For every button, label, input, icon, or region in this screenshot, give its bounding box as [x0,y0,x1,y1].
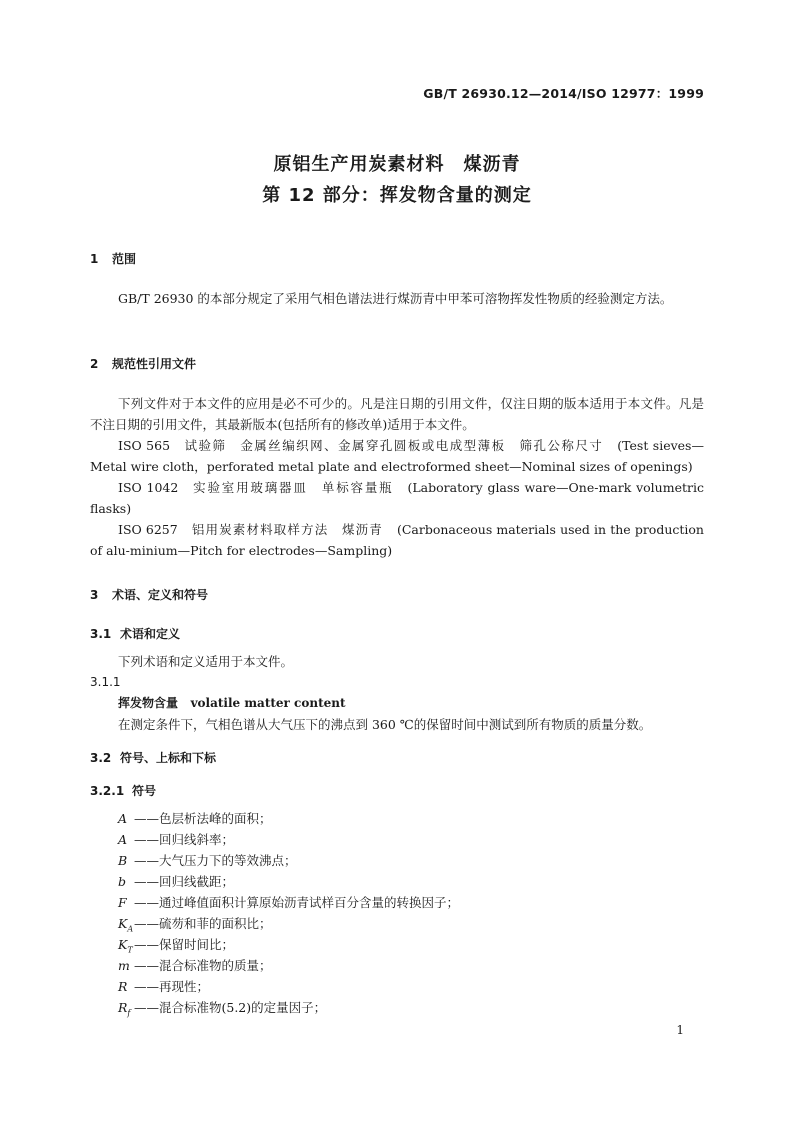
symbol-row [118,829,234,850]
section-number: 3 [90,588,99,602]
symbol [118,997,134,1024]
page-number: 1 [676,1023,684,1037]
section-1-body: GB/T 26930 的本部分规定了采用气相色谱法进行煤沥青中甲苯可溶物挥发性物质的经验测定方法。 [118,291,673,306]
reference-title-en: (Test sieves—Metal wire cloth，perforated metal plate and electroformed sheet—Nominal sizes of openings) [90,438,704,474]
symbol: F [118,895,127,910]
symbol-description: ——回归线斜率； [134,832,235,847]
section-2-heading [90,355,196,372]
reference-item [90,435,704,477]
section-number: 2 [90,357,99,371]
symbol-row [118,955,272,976]
section-title: 范围 [112,252,137,266]
section-2-intro: 下列文件对于本文件的应用是必不可少的。凡是注日期的引用文件，仅注日期的版本适用于本文件。凡是不注日期的引用文件，其最新版本(包括所有的修改单)适用于本文件。 [90,396,704,432]
section-1-heading [90,250,136,267]
reference-code: ISO 6257 [118,522,178,537]
symbol-description: ——再现性； [134,979,210,994]
symbol-row [118,808,272,829]
reference-code: ISO 1042 [118,480,179,495]
symbol-row [118,871,234,892]
clause-number: 3.2.1 [90,784,125,798]
symbol: m [118,958,130,973]
symbol-row [118,934,234,955]
symbol: A [118,832,128,847]
subsection-number: 3.1 [90,627,112,641]
reference-item [90,519,704,561]
reference-item [90,477,704,519]
clause-3-1-1-number: 3.1.1 [90,675,121,689]
symbol-description: ——混合标准物(5.2)的定量因子； [134,1000,327,1015]
subsection-number: 3.2 [90,751,112,765]
term-en: volatile matter content [190,696,346,710]
section-3-heading [90,586,208,603]
symbol-subscript: f [127,1008,131,1018]
symbol-description: ——硫芴和菲的面积比； [134,916,272,931]
document-title-line1: 原铝生产用炭素材料 煤沥青 [273,154,521,175]
subsection-3-2-heading [90,749,216,766]
symbol-letter: K [118,916,128,931]
symbol-row [118,892,459,913]
reference-title-cn: 试验筛 金属丝编织网、金属穿孔圆板或电成型薄板 筛孔公称尺寸 [184,438,604,453]
document-title-line2: 第 12 部分：挥发物含量的测定 [262,185,532,206]
subsection-3-1-heading [90,625,180,642]
section-title: 术语、定义和符号 [112,588,209,602]
subsection-3-1-body: 下列术语和定义适用于本文件。 [118,654,294,669]
symbol-row [118,997,326,1018]
symbol: A [118,811,128,826]
standard-number: GB/T 26930.12—2014/ISO 12977：1999 [423,86,704,101]
symbol-description: ——保留时间比； [134,937,235,952]
clause-3-2-1-heading [90,782,156,799]
symbol-row [118,850,297,871]
section-number: 1 [90,252,99,266]
symbol-row [118,913,272,934]
term-cn: 挥发物含量 [118,696,179,710]
symbol-row [118,976,209,997]
symbol: b [118,874,127,889]
symbol-description: ——大气压力下的等效沸点； [134,853,297,868]
subsection-title: 符号、上标和下标 [120,751,217,765]
reference-title-en: (Laboratory glass ware—One-mark volumetric flasks) [90,480,704,516]
symbol: B [118,853,128,868]
reference-code: ISO 565 [118,438,171,453]
symbol: R [118,979,128,994]
subsection-title: 术语和定义 [120,627,181,641]
symbol-description: ——色层析法峰的面积； [134,811,272,826]
symbol-description: ——通过峰值面积计算原始沥青试样百分含量的转换因子； [134,895,460,910]
term-entry [118,693,346,714]
section-title: 规范性引用文件 [112,357,197,371]
symbol-description: ——混合标准物的质量； [134,958,272,973]
reference-title-cn: 实验室用玻璃器皿 单标容量瓶 [192,480,394,495]
reference-title-cn: 铝用炭素材料取样方法 煤沥青 [191,522,383,537]
symbol-letter: K [118,937,128,952]
term-definition: 在测定条件下，气相色谱从大气压下的沸点到 360 ℃的保留时间中测试到所有物质的质量分数。 [118,717,652,732]
clause-title: 符号 [132,784,157,798]
symbol-subscript: A [127,924,134,934]
symbol-description: ——回归线截距； [134,874,235,889]
symbol-subscript: T [127,945,133,955]
symbol-letter: R [118,1000,128,1015]
reference-title-en: (Carbonaceous materials used in the production of alu-minium—Pitch for electrodes—Sampling) [90,522,704,558]
